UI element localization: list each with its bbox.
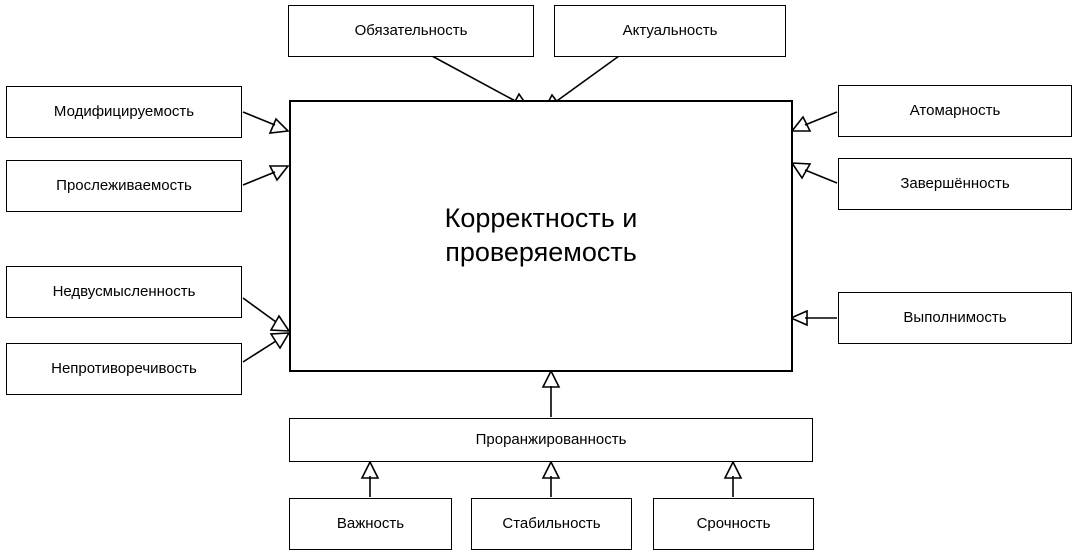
node-ranking [289,418,813,462]
node-urgency [653,498,814,550]
node-stability-label: Стабильность [502,515,601,532]
node-completeness [838,158,1072,210]
arrow-unambiguity-to-center [243,298,289,331]
node-importance-label: Важность [336,515,405,532]
node-completeness-label: Завершённость [900,175,1010,192]
node-obligation-label: Обязательность [354,22,468,39]
node-relevance-label: Актуальность [622,22,718,39]
center-node-line2: проверяемость [445,237,637,267]
center-node [289,100,793,372]
node-importance [289,498,452,550]
arrow-importance-to-ranking [362,462,378,497]
node-atomicity [838,85,1072,137]
node-modifiability-label: Модифицируемость [53,103,195,120]
arrow-ranking-to-center [543,371,559,417]
arrow-consistency-to-center [243,333,289,362]
node-unambiguity [6,266,242,318]
node-consistency-label: Непротиворечивость [51,360,197,377]
node-consistency [6,343,242,395]
arrow-completeness-to-center [792,163,837,183]
node-traceability-label: Прослеживаемость [56,177,192,194]
center-node-line1: Корректность и [444,203,638,234]
node-traceability [6,160,242,212]
node-unambiguity-label: Недвусмысленность [52,283,196,300]
arrow-modifiability-to-center [243,112,288,133]
node-urgency-label: Срочность [696,515,771,532]
node-feasibility-label: Выполнимость [903,309,1007,326]
node-stability [471,498,632,550]
node-relevance [554,5,786,57]
node-atomicity-label: Атомарность [909,102,1001,119]
arrow-urgency-to-ranking [725,462,741,497]
arrow-traceability-to-center [243,166,288,185]
node-obligation [288,5,534,57]
node-modifiability [6,86,242,138]
arrow-stability-to-ranking [543,462,559,497]
arrow-atomicity-to-center [792,112,837,131]
arrow-feasibility-to-center [791,311,837,325]
node-ranking-label: Проранжированность [475,431,627,448]
node-feasibility [838,292,1072,344]
